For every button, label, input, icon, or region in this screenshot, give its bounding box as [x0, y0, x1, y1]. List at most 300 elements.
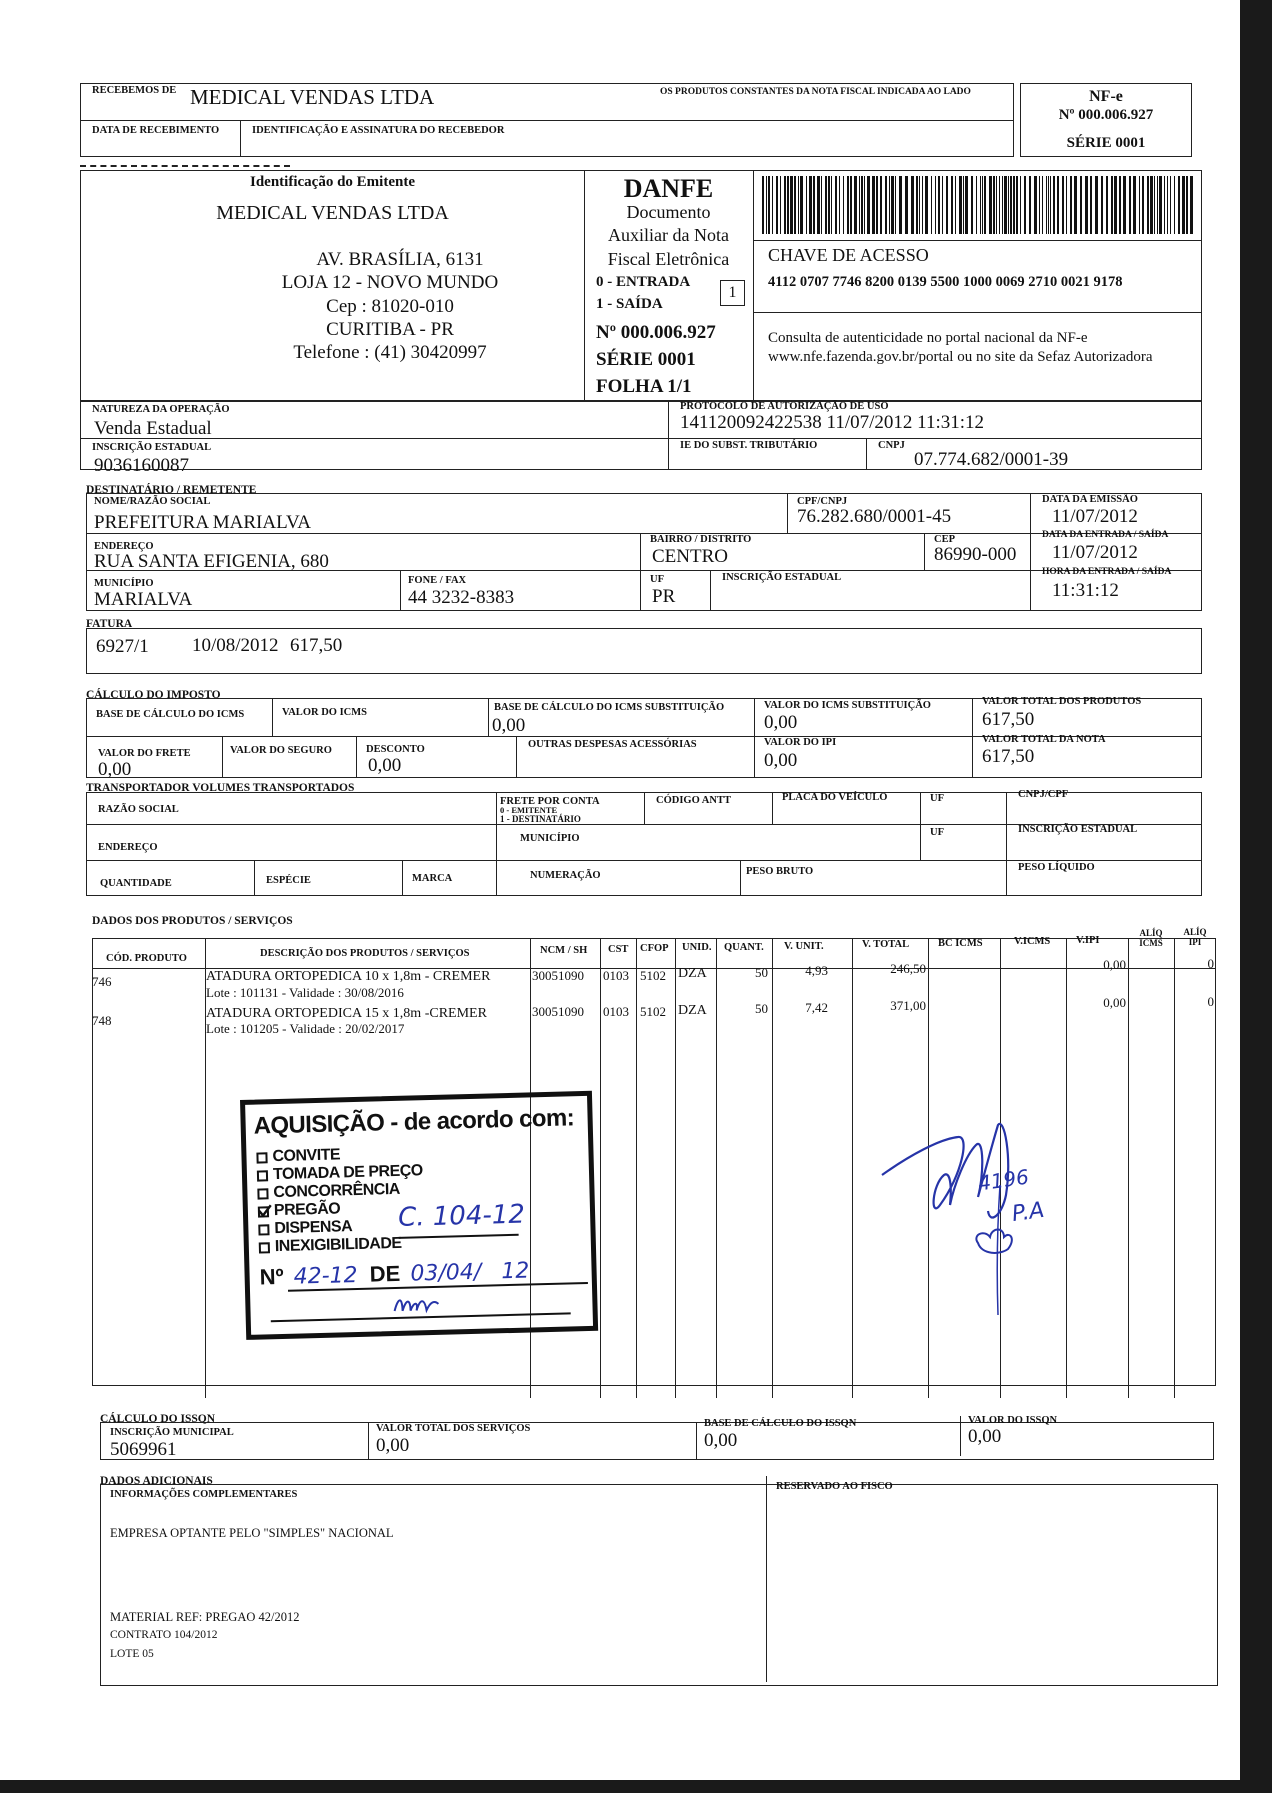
hora-value: 11:31:12 — [1052, 580, 1119, 601]
row-lote: Lote : 101131 - Validade : 30/08/2016 — [206, 985, 404, 1000]
frete-conta-label-2: 0 - EMITENTE — [500, 805, 558, 815]
stamp-options — [256, 1144, 425, 1256]
cep-label: CEP — [934, 534, 955, 545]
valor-subst-value: 0,00 — [764, 712, 798, 733]
stamp-contrato: C. 104-12 — [397, 1199, 526, 1233]
row-unid: DZA — [678, 1003, 707, 1018]
cut-line — [80, 165, 290, 167]
canhoto-nfe-serie: SÉRIE 0001 — [1066, 135, 1146, 151]
endereco-value: RUA SANTA EFIGENIA, 680 — [94, 551, 329, 572]
transp-v5 — [1006, 792, 1007, 860]
fatura-valor: 617,50 — [290, 635, 343, 656]
barcode-bar — [776, 176, 778, 234]
barcode-bar — [1182, 176, 1185, 234]
col-aliq-ipi-header-2: IPI — [1188, 937, 1202, 947]
barcode-bar — [817, 176, 820, 234]
barcode-bar — [867, 176, 870, 234]
transp-ie-label: INSCRIÇÃO ESTADUAL — [1018, 824, 1138, 835]
row-aliq-ipi: 0 — [1207, 956, 1214, 971]
stamp-option-concorrencia: CONCORRÊNCIA — [257, 1180, 423, 1202]
barcode-bar — [919, 176, 920, 234]
col-div-4 — [636, 938, 637, 1398]
row-vtotal: 371,00 — [890, 998, 926, 1013]
info-label: INFORMAÇÕES COMPLEMENTARES — [110, 1489, 298, 1500]
servicos-value: 0,00 — [376, 1435, 410, 1456]
antt-label: CÓDIGO ANTT — [656, 795, 731, 806]
fone-value: 44 3232-8383 — [408, 587, 515, 608]
barcode-bar — [809, 176, 812, 234]
barcode-bar — [946, 176, 948, 234]
barcode-bar — [885, 176, 887, 234]
imp-v2 — [488, 698, 489, 736]
imp-v4 — [972, 698, 973, 778]
row-quant: 50 — [755, 1001, 768, 1016]
bairro-value: CENTRO — [652, 546, 728, 567]
barcode-bar — [916, 176, 918, 234]
transportador-section-title: TRANSPORTADOR VOLUMES TRANSPORTADOS — [86, 782, 355, 794]
stamp-initials-icon — [390, 1292, 451, 1318]
placa-label: PLACA DO VEÍCULO — [782, 792, 888, 803]
transp-uf-label: UF — [930, 793, 944, 804]
issqn-v1 — [368, 1422, 369, 1460]
stamp-option-inexigibilidade: INEXIGIBILIDADE — [259, 1234, 425, 1256]
outras-label: OUTRAS DESPESAS ACESSÓRIAS — [528, 739, 697, 750]
barcode-bar — [880, 176, 882, 234]
barcode-bar — [1157, 176, 1158, 234]
stamp-option-dispensa: DISPENSA — [258, 1216, 424, 1238]
protocolo-value: 141120092422538 11/07/2012 11:31:12 — [680, 412, 984, 433]
imposto-section-title: CÁLCULO DO IMPOSTO — [86, 689, 221, 701]
barcode-bar — [976, 176, 977, 234]
danfe-line1: Documento — [626, 202, 711, 222]
row-desc: ATADURA ORTOPEDICA 15 x 1,8m -CREMER — [206, 1006, 487, 1021]
valor-subst-label: VALOR DO ICMS SUBSTITUIÇÃO — [764, 700, 931, 711]
issqn-box — [100, 1422, 1214, 1460]
adicionais-section-title: DADOS ADICIONAIS — [100, 1475, 213, 1487]
barcode-bar — [1013, 176, 1015, 234]
col-div-12 — [1128, 938, 1129, 1398]
barcode-bar — [1046, 176, 1047, 234]
row-cod: 748 — [92, 1013, 112, 1028]
numeracao-label: NUMERAÇÃO — [530, 870, 601, 881]
header-hdivider-2 — [753, 312, 1202, 313]
barcode-bar — [938, 176, 940, 234]
barcode-bar — [984, 176, 986, 234]
cpf-value: 76.282.680/0001-45 — [797, 506, 952, 527]
stamp-option-tomada: TOMADA DE PREÇO — [257, 1162, 423, 1184]
barcode-bar — [859, 176, 860, 234]
canhoto-divider — [80, 120, 1014, 121]
frete-value: 0,00 — [98, 759, 132, 780]
transp-v9 — [1006, 860, 1007, 896]
especie-label: ESPÉCIE — [266, 875, 311, 886]
total-produtos-value: 617,50 — [982, 709, 1035, 730]
col-desc-header: DESCRIÇÃO DOS PRODUTOS / SERVIÇOS — [260, 948, 470, 959]
dest-ie-label: INSCRIÇÃO ESTADUAL — [722, 572, 842, 583]
barcode-bar — [935, 176, 936, 234]
col-aliq-ipi-header-1: ALÍQ — [1183, 927, 1207, 937]
natureza-label: NATUREZA DA OPERAÇÃO — [92, 404, 230, 415]
barcode-bar — [951, 176, 953, 234]
emitente-loja: LOJA 12 - NOVO MUNDO — [281, 272, 499, 293]
barcode-bar — [955, 176, 956, 234]
barcode-bar — [780, 176, 781, 234]
nome-label: NOME/RAZÃO SOCIAL — [94, 496, 211, 507]
barcode-bar — [1174, 176, 1175, 234]
emissao-value: 11/07/2012 — [1052, 506, 1138, 527]
imp-v5 — [222, 736, 223, 778]
barcode-bar — [831, 176, 832, 234]
total-nota-label: VALOR TOTAL DA NOTA — [982, 734, 1106, 745]
barcode-bar — [1057, 176, 1059, 234]
barcode-bar — [889, 176, 890, 234]
chave-value: 4112 0707 7746 8200 0139 5500 1000 0069 2710 0021 9178 — [768, 274, 1123, 290]
row-vunit: 4,93 — [805, 963, 828, 978]
barcode-bar — [996, 176, 997, 234]
col-aliq-icms-header-2: ICMS — [1139, 938, 1163, 948]
ipi-value: 0,00 — [764, 750, 798, 771]
base-issqn-label: BASE DE CÁLCULO DO ISSQN — [704, 1418, 857, 1429]
barcode-bar — [1042, 176, 1043, 234]
barcode-bar — [784, 176, 786, 234]
barcode-bar — [905, 176, 908, 234]
frete-label: VALOR DO FRETE — [98, 748, 191, 759]
col-quant-header: QUANT. — [724, 942, 764, 953]
stamp-option-pregao: PREGÃO — [258, 1198, 424, 1220]
issqn-v2 — [696, 1422, 697, 1460]
barcode-bar — [839, 176, 840, 234]
dest-vdiv-cpf — [787, 493, 788, 533]
imp-v7 — [516, 736, 517, 778]
imp-v6 — [356, 736, 357, 778]
checkbox-icon — [257, 1188, 268, 1199]
chave-label: CHAVE DE ACESSO — [768, 245, 929, 265]
barcode-bar — [999, 176, 1000, 234]
row-cfop: 5102 — [640, 968, 666, 983]
base-subst-label: BASE DE CÁLCULO DO ICMS SUBSTITUIÇÃO — [494, 702, 725, 713]
info-line-1: EMPRESA OPTANTE PELO "SIMPLES" NACIONAL — [110, 1526, 394, 1540]
hora-label: HORA DA ENTRADA / SAÍDA — [1042, 567, 1172, 577]
desconto-label: DESCONTO — [366, 744, 425, 755]
info-line-2: MATERIAL REF: PREGAO 42/2012 — [110, 1610, 300, 1624]
barcode-bar — [925, 176, 928, 234]
barcode-bar — [1020, 176, 1021, 234]
emitente-cep: Cep : 81020-010 — [326, 296, 454, 317]
checkmark-icon — [258, 1204, 272, 1218]
issqn-section-title: CÁLCULO DO ISSQN — [100, 1413, 216, 1425]
header-hdivider-1 — [753, 240, 1202, 241]
transp-municipio-label: MUNICÍPIO — [520, 833, 580, 844]
entrada-value: 11/07/2012 — [1052, 542, 1138, 563]
barcode-bar — [1034, 176, 1037, 234]
transp-v3 — [772, 792, 773, 824]
ie-subst-label: IE DO SUBST. TRIBUTÁRIO — [680, 440, 818, 451]
fatura-numero: 6927/1 — [96, 636, 149, 657]
barcode-bar — [1101, 176, 1103, 234]
barcode-bar — [1129, 176, 1131, 234]
barcode-bar — [1150, 176, 1153, 234]
stamp-option-convite: CONVITE — [256, 1144, 422, 1166]
barcode-bar — [1119, 176, 1121, 234]
base-subst-value: 0,00 — [492, 715, 526, 736]
row-vipi: 0,00 — [1103, 995, 1126, 1010]
bairro-label: BAIRRO / DISTRITO — [650, 534, 752, 545]
checkbox-icon — [258, 1224, 269, 1235]
barcode-bar — [843, 176, 844, 234]
col-vunit-header: V. UNIT. — [784, 941, 824, 952]
barcode-bar — [768, 176, 770, 234]
razao-label: RAZÃO SOCIAL — [98, 804, 179, 815]
row-cst: 0103 — [603, 968, 629, 983]
barcode-bar — [806, 176, 807, 234]
danfe-line3: Fiscal Eletrônica — [607, 249, 730, 269]
entrada-label: DATA DA ENTRADA / SAÍDA — [1042, 530, 1169, 540]
uf-label: UF — [650, 574, 664, 585]
canhoto-nfe-number: Nº 000.006.927 — [1058, 107, 1154, 123]
barcode-bar — [1114, 176, 1117, 234]
barcode-bar — [1085, 176, 1088, 234]
scan-edge-bottom — [0, 1780, 1272, 1793]
barcode-bar — [931, 176, 932, 234]
barcode-bar — [1133, 176, 1136, 234]
annotation-num-2: P.A — [1010, 1197, 1046, 1228]
ipi-label: VALOR DO IPI — [764, 737, 837, 748]
produtos-label: OS PRODUTOS CONSTANTES DA NOTA FISCAL INDICADA AO LADO — [660, 87, 971, 97]
barcode-bar — [971, 176, 973, 234]
barcode-bar — [825, 176, 827, 234]
barcode-bar — [1039, 176, 1040, 234]
barcode-bar — [1170, 176, 1171, 234]
identificacao-label: IDENTIFICAÇÃO E ASSINATURA DO RECEBEDOR — [252, 125, 505, 136]
barcode-bar — [1123, 176, 1126, 234]
row-unid: DZA — [678, 966, 707, 981]
cpf-label: CPF/CNPJ — [797, 496, 848, 507]
canhoto-nfe-title: NF-e — [1089, 88, 1123, 105]
marca-label: MARCA — [412, 873, 453, 884]
barcode-icon — [762, 176, 1194, 234]
row-vtotal: 246,50 — [890, 961, 926, 976]
emitente-phone: Telefone : (41) 30420997 — [293, 342, 487, 363]
col-div-3 — [600, 938, 601, 1398]
danfe-folha: FOLHA 1/1 — [596, 376, 692, 397]
barcode-bar — [1050, 176, 1051, 234]
row-vunit: 7,42 — [805, 1000, 828, 1015]
barcode-bar — [1053, 176, 1055, 234]
stamp-numero-row: Nº 42-12 DE 03/04/ 12 — [259, 1258, 530, 1290]
barcode-bar — [959, 176, 962, 234]
operacao-vdivider-1 — [668, 400, 669, 470]
transp-v2 — [644, 792, 645, 824]
row-cst: 0103 — [603, 1004, 629, 1019]
frete-conta-label-1: FRETE POR CONTA — [500, 796, 600, 807]
emitente-address: AV. BRASÍLIA, 6131 — [316, 249, 484, 270]
nome-value: PREFEITURA MARIALVA — [94, 512, 311, 533]
barcode-bar — [766, 176, 767, 234]
barcode-bar — [1016, 176, 1018, 234]
row-ncm: 30051090 — [532, 968, 584, 983]
barcode-bar — [800, 176, 803, 234]
im-label: INSCRIÇÃO MUNICIPAL — [110, 1427, 234, 1438]
annotation-num-1: 4196 — [976, 1164, 1031, 1196]
barcode-bar — [1048, 176, 1049, 234]
checkbox-icon — [259, 1242, 270, 1253]
seguro-label: VALOR DO SEGURO — [230, 745, 332, 756]
barcode-bar — [876, 176, 878, 234]
row-desc: ATADURA ORTOPEDICA 10 x 1,8m - CREMER — [206, 969, 491, 984]
valor-issqn-label: VALOR DO ISSQN — [968, 1415, 1058, 1426]
info-line-3: CONTRATO 104/2012 — [110, 1629, 218, 1641]
cnpj-label: CNPJ — [878, 440, 905, 451]
barcode-bar — [1080, 176, 1082, 234]
barcode-bar — [787, 176, 789, 234]
col-ncm-header: NCM / SH — [540, 945, 588, 956]
chave-consulta-1: Consulta de autenticidade no portal nacional da NF-e — [768, 330, 1088, 346]
transp-v4 — [920, 792, 921, 860]
barcode-bar — [1167, 176, 1168, 234]
barcode-bar — [895, 176, 896, 234]
fatura-vencimento: 10/08/2012 — [192, 635, 279, 656]
barcode-bar — [1070, 176, 1072, 234]
emissao-label: DATA DA EMISSÃO — [1042, 494, 1138, 505]
row-aliq-ipi: 0 — [1207, 994, 1214, 1009]
barcode-bar — [963, 176, 964, 234]
barcode-bar — [794, 176, 796, 234]
barcode-bar — [850, 176, 852, 234]
quantidade-label: QUANTIDADE — [100, 878, 172, 889]
checkbox-icon — [256, 1152, 267, 1163]
barcode-bar — [965, 176, 968, 234]
imp-v3 — [754, 698, 755, 778]
ie-label: INSCRIÇÃO ESTADUAL — [92, 442, 212, 453]
protocolo-label: PROTOCOLO DE AUTORIZAÇÃO DE USO — [680, 401, 889, 412]
barcode-bar — [864, 176, 865, 234]
transp-endereco-label: ENDEREÇO — [98, 842, 158, 853]
barcode-bar — [1111, 176, 1113, 234]
natureza-value: Venda Estadual — [94, 418, 212, 439]
danfe-numero: Nº 000.006.927 — [596, 322, 716, 343]
imp-v1 — [272, 698, 273, 736]
transp-uf2-label: UF — [930, 827, 944, 838]
barcode-bar — [798, 176, 799, 234]
barcode-bar — [1090, 176, 1092, 234]
header-vdivider-2 — [753, 170, 754, 402]
barcode-bar — [1139, 176, 1140, 234]
row-cod: 746 — [92, 974, 112, 989]
danfe-title: DANFE — [623, 174, 714, 203]
signature-icon — [880, 1115, 1080, 1355]
barcode-bar — [989, 176, 992, 234]
canhoto-company: MEDICAL VENDAS LTDA — [190, 85, 435, 109]
checkbox-icon — [257, 1170, 268, 1181]
col-vipi-header: V.IPI — [1076, 935, 1100, 946]
barcode-bar — [835, 176, 837, 234]
row-cfop: 5102 — [640, 1004, 666, 1019]
col-cfop-header: CFOP — [640, 943, 669, 954]
barcode-bar — [1008, 176, 1009, 234]
chave-consulta-2: www.nfe.fazenda.gov.br/portal ou no site da Sefaz Autorizadora — [768, 349, 1153, 365]
valor-issqn-value: 0,00 — [968, 1426, 1002, 1447]
barcode-bar — [813, 176, 815, 234]
barcode-bar — [993, 176, 995, 234]
scan-edge — [1240, 0, 1272, 1793]
barcode-bar — [828, 176, 830, 234]
barcode-bar — [1106, 176, 1108, 234]
adicionais-vdivider — [766, 1476, 767, 1682]
peso-liquido-label: PESO LÍQUIDO — [1018, 862, 1095, 873]
valor-icms-label: VALOR DO ICMS — [282, 707, 367, 718]
ie-value: 9036160087 — [94, 455, 189, 476]
aquisicao-stamp — [240, 1091, 598, 1340]
base-icms-label: BASE DE CÁLCULO DO ICMS — [96, 709, 245, 720]
fatura-section-title: FATURA — [86, 618, 133, 630]
barcode-bar — [891, 176, 894, 234]
barcode-bar — [982, 176, 983, 234]
municipio-label: MUNICÍPIO — [94, 578, 154, 589]
barcode-bar — [1004, 176, 1007, 234]
total-nota-value: 617,50 — [982, 746, 1035, 767]
frete-conta-label-3: 1 - DESTINATÁRIO — [500, 814, 581, 824]
col-cst-header: CST — [608, 944, 629, 955]
barcode-bar — [922, 176, 923, 234]
transp-v1 — [496, 792, 497, 896]
emitente-title: Identificação do Emitente — [250, 174, 415, 190]
col-unid-header: UNID. — [682, 942, 712, 953]
desconto-value: 0,00 — [368, 755, 402, 776]
municipio-value: MARIALVA — [94, 589, 193, 610]
barcode-bar — [1074, 176, 1077, 234]
barcode-bar — [942, 176, 943, 234]
barcode-bar — [854, 176, 857, 234]
canhoto-vdivider — [240, 120, 241, 157]
danfe-line2: Auxiliar da Nota — [608, 225, 729, 245]
barcode-bar — [1142, 176, 1144, 234]
col-div-5 — [675, 938, 676, 1398]
danfe-serie: SÉRIE 0001 — [596, 349, 696, 370]
issqn-v3 — [960, 1416, 961, 1456]
transp-v8 — [740, 860, 741, 896]
cnpj-value: 07.774.682/0001-39 — [914, 449, 1069, 470]
row-vipi: 0,00 — [1103, 957, 1126, 972]
servicos-label: VALOR TOTAL DOS SERVIÇOS — [376, 1423, 531, 1434]
col-vtotal-header: V. TOTAL — [862, 939, 910, 950]
barcode-bar — [1095, 176, 1098, 234]
total-produtos-label: VALOR TOTAL DOS PRODUTOS — [982, 696, 1142, 707]
barcode-bar — [1010, 176, 1012, 234]
barcode-bar — [1024, 176, 1026, 234]
row-quant: 50 — [755, 965, 768, 980]
transp-v6 — [254, 860, 255, 896]
col-vicms-header: V.ICMS — [1014, 936, 1051, 947]
operacao-vdivider-2 — [866, 438, 867, 470]
barcode-bar — [1154, 176, 1155, 234]
peso-bruto-label: PESO BRUTO — [746, 866, 814, 877]
info-line-4: LOTE 05 — [110, 1648, 154, 1660]
barcode-bar — [1159, 176, 1162, 234]
barcode-bar — [1147, 176, 1149, 234]
barcode-bar — [1002, 176, 1003, 234]
barcode-bar — [1029, 176, 1031, 234]
fone-label: FONE / FAX — [408, 575, 467, 586]
barcode-bar — [861, 176, 863, 234]
produtos-section-title: DADOS DOS PRODUTOS / SERVIÇOS — [92, 915, 293, 927]
dest-vdiv-uf — [710, 570, 711, 611]
barcode-bar — [772, 176, 773, 234]
transp-v7 — [402, 860, 403, 896]
cep-value: 86990-000 — [934, 544, 1017, 565]
recebemos-label: RECEBEMOS DE — [92, 85, 177, 96]
barcode-bar — [790, 176, 793, 234]
danfe-entrada: 0 - ENTRADA — [596, 274, 691, 290]
